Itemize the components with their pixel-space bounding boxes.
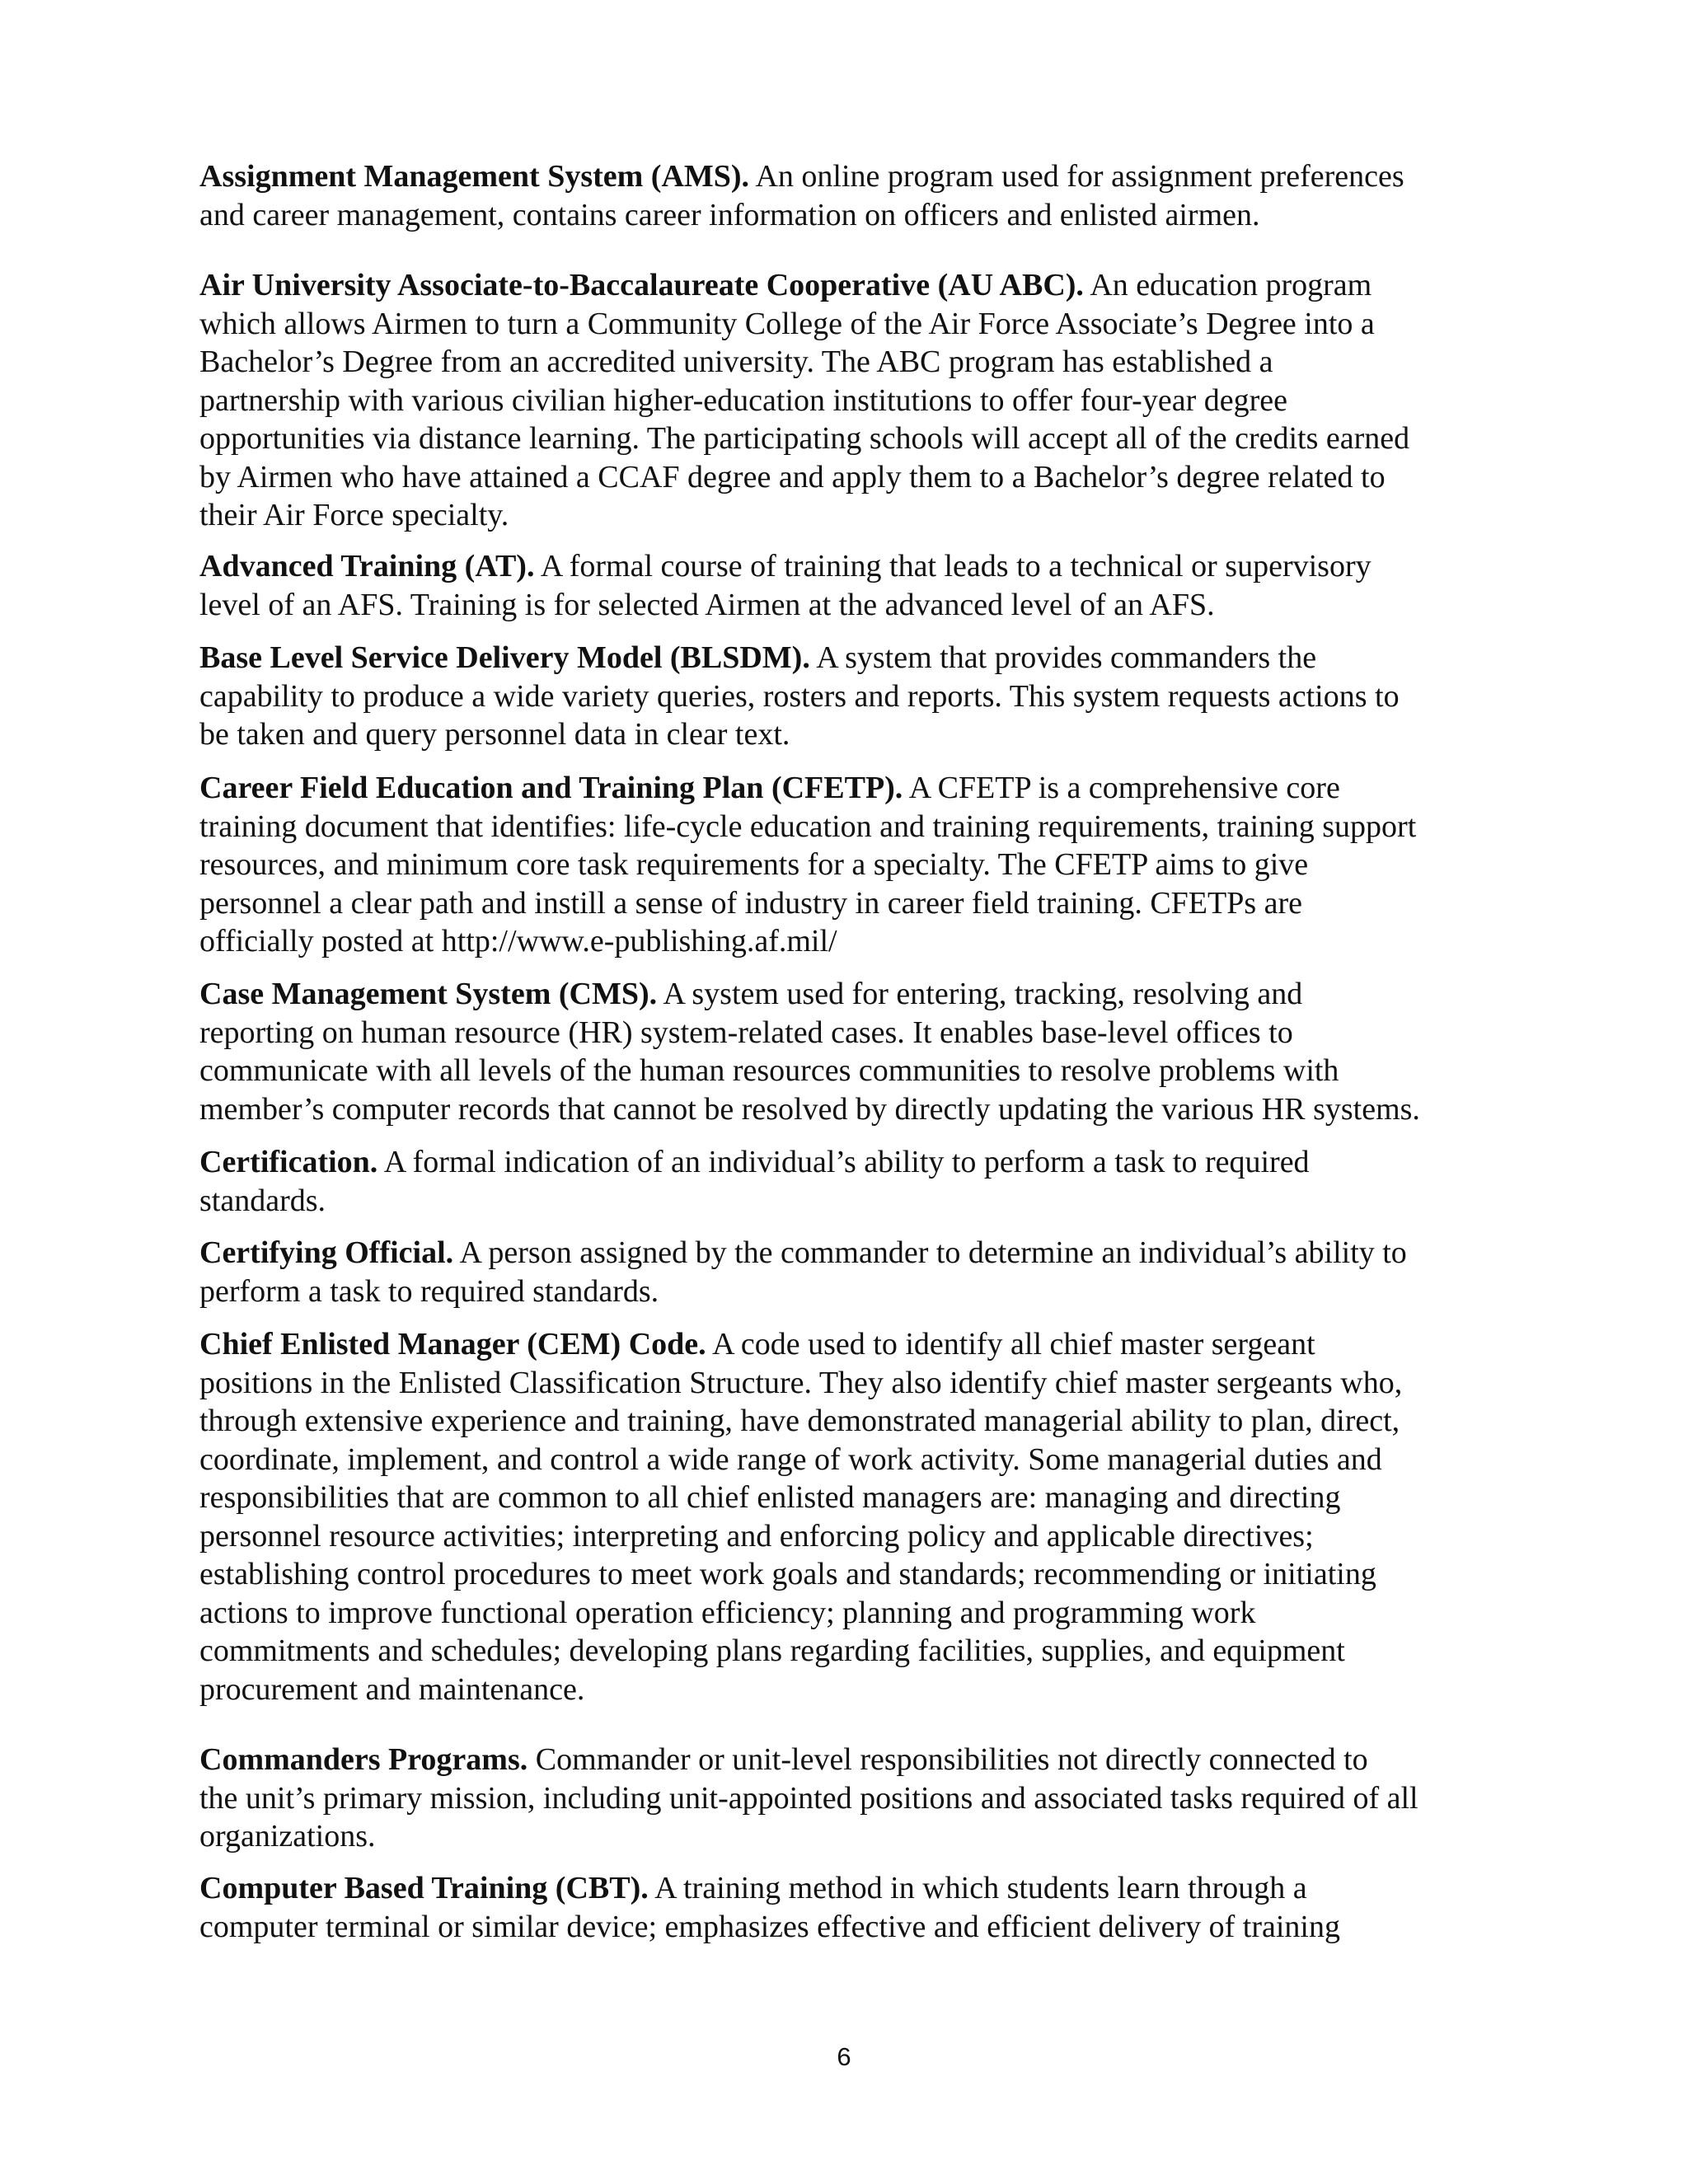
glossary-entry-certifying-official — [199, 1234, 1502, 1310]
glossary-entry-cem-code — [199, 1325, 1502, 1708]
glossary-term: Chief Enlisted Manager (CEM) Code. — [199, 1327, 706, 1361]
glossary-definition: A CFETP is a comprehensive core training document that identifies: life-cycle education and training requirements, training support resources, and minimum core task requirements for a specialty. The CFETP aims to give personnel a clear path and instill a sense of industry in career field training. CFETPs are officially posted at http://www.e-publishing.af.mil/ — [199, 771, 1417, 958]
glossary-entry-commanders-programs — [199, 1741, 1502, 1856]
glossary-entry-au-abc — [199, 266, 1502, 535]
glossary-definition: A training method in which students learn through a computer terminal or similar device; emphasizes effective and efficient delivery of training — [199, 1871, 1340, 1944]
glossary-definition: An education program which allows Airmen to turn a Community College of the Air Force Associate’s Degree into a Bachelor’s Degree from an accredited university. The ABC program has established a partnership with various civilian higher-education institutions to offer four-year degree opportunities via distance learning. The participating schools will accept all of the credits earned by Airmen who have attained a CCAF degree and apply them to a Bachelor’s degree related to their Air Force specialty. — [199, 268, 1410, 532]
glossary-term: Advanced Training (AT). — [199, 549, 535, 583]
glossary-entry-certification — [199, 1143, 1502, 1220]
glossary-definition: A system that provides commanders the capability to produce a wide variety queries, rosters and reports. This system requests actions to be taken and query personnel data in clear text. — [199, 640, 1400, 752]
glossary-definition: A person assigned by the commander to determine an individual’s ability to perform a task to required standards. — [199, 1235, 1407, 1309]
glossary-definition: A formal course of training that leads to a technical or supervisory level of an AFS. Training is for selected Airmen at the advanced level of an AFS. — [199, 549, 1372, 622]
glossary-entry-cbt — [199, 1869, 1502, 1946]
glossary-definition: A code used to identify all chief master sergeant positions in the Enlisted Classification Structure. They also identify chief master sergeants who, through extensive experience and training, have demonstrated managerial ability to plan, direct, coordinate, implement, and control a wide range of work activity. Some managerial duties and responsibilities that are common to all chief enlisted managers are: managing and directing personnel resource activities; interpreting and enforcing policy and applicable directives; establishing control procedures to meet work goals and standards; recommending or initiating actions to improve functional operation efficiency; planning and programming work commitments and schedules; developing plans regarding facilities, supplies, and equipment procurement and maintenance. — [199, 1327, 1403, 1707]
glossary-definition: An online program used for assignment preferences and career management, contains career information on officers and enlisted airmen. — [199, 159, 1404, 232]
glossary-term: Computer Based Training (CBT). — [199, 1871, 649, 1905]
glossary-term: Base Level Service Delivery Model (BLSDM). — [199, 640, 810, 675]
glossary-definition: Commander or unit-level responsibilities not directly connected to the unit’s primary mission, including unit-appointed positions and associated tasks required of all organizations. — [199, 1742, 1418, 1854]
glossary-term: Commanders Programs. — [199, 1742, 528, 1777]
glossary-term: Certifying Official. — [199, 1235, 454, 1270]
glossary-definition: A system used for entering, tracking, resolving and reporting on human resource (HR) system-related cases. It enables base-level offices to communicate with all levels of the human resources communities to resolve problems with member’s computer records that cannot be resolved by directly updating the various HR systems. — [199, 977, 1420, 1127]
glossary-term: Certification. — [199, 1145, 378, 1179]
glossary-entry-at — [199, 547, 1502, 624]
glossary-entry-blsdm — [199, 639, 1502, 754]
glossary-definition: A formal indication of an individual’s ability to perform a task to required standards. — [199, 1145, 1310, 1218]
glossary-entry-cfetp — [199, 769, 1502, 961]
glossary-entry-ams — [199, 157, 1502, 234]
glossary-term: Air University Associate-to-Baccalaureate Cooperative (AU ABC). — [199, 268, 1084, 302]
glossary-term: Case Management System (CMS). — [199, 977, 658, 1011]
glossary-term: Assignment Management System (AMS). — [199, 159, 750, 194]
page-number: 6 — [837, 2042, 851, 2071]
glossary-term: Career Field Education and Training Plan (CFETP). — [199, 771, 903, 805]
glossary-entry-cms — [199, 975, 1502, 1128]
